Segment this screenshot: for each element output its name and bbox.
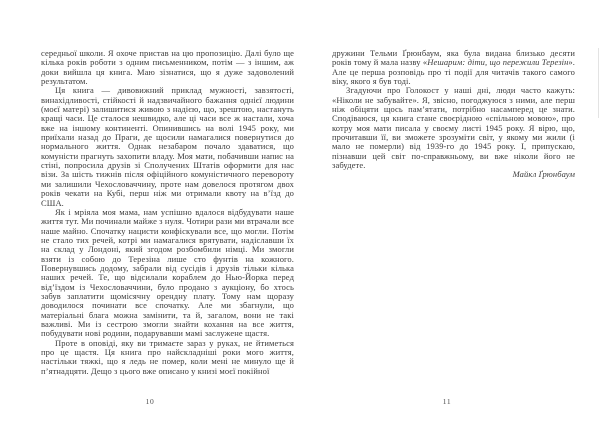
page-edge-artifact (598, 48, 599, 118)
text-segment: Як і мріяла моя мама, нам успішно вдалося відбудувати наше життя тут. Ми починали майже з нуля. Чотири рази ми втрачали все наше майно. Спочатку нацисти конфіскували все, що могли. Потім не стало тих речей, котрі ми намагалися врятувати, надіславши їх на склад у Лондоні, який згодом розбомбили німці. Ми змогли взяти із собою до Терезіна лише сто фунтів на кожного. Повернувшись додому, забрали від сусідів і друзів тільки кілька наших речей. Те, що відсилали кораблем до Нью-Йорка перед від’їздом із Чехословаччини, було продано з аукціону, бо хтось забув заплатити щомісячну орендну плату. Тому нам щоразу доводилося починати все спочатку. Але ми збагнули, що матеріальні блага можна замінити, та й, загалом, вони не такі важливі. Ми із сестрою змогли знайти кохання на все життя, побудувати нові родини, подарувавши мамі заслужене щастя. (41, 206, 294, 339)
text-segment: Згадуючи про Голокост у наші дні, люди часто кажуть: «Ніколи не забувайте». Я, звісно, погоджуюся з ними, але перш ніж обіцяти щось пам’ятати, потрібно насамперед це знати. Сподіваюся, ця книга стане своєрідною «спільною мовою», про котру моя мати писала у своєму листі 1945 року. Я вірю, що, прочитавши її, ви зможете зрозуміти світ, у якому ми жили (і мало не померли) від 1939-го до 1945 року. І, припускаю, пізнавши цей світ по-справжньому, ви вже ніколи його не забудете. (332, 85, 575, 171)
text-segment: ». Але це перша розповідь про ті події для читачів такого самого віку, якого я був тоді. (332, 57, 575, 87)
italic-text-segment: Майкл Ґрюнбаум (512, 169, 575, 180)
author-signature (332, 170, 575, 179)
paragraph (41, 339, 294, 376)
text-segment: середньої школи. Я охоче пристав на цю пропозицію. Далі було ще кілька років роботи з одним письменником, потім — з іншим, аж доки вийшла ця книга. Маю зізнатися, що я дуже задоволений результатом. (41, 48, 294, 87)
page-number-right: 11 (442, 397, 452, 406)
page-left-text-column (41, 49, 294, 376)
italic-text-segment: Нешарим: діти, що пережили Терезін (427, 57, 569, 68)
page-number-left: 10 (145, 397, 155, 406)
text-segment: дружини Тельми Ґрюнбаум, яка була видана близько десяти років тому й мала назву « (332, 48, 575, 68)
paragraph (332, 86, 575, 170)
text-segment: Проте в оповіді, яку ви тримаєте зараз у руках, не йтиметься про це щастя. Ця книга про найскладніші роки мого життя, настільки тяжкі, що я ледь не помер, коли мені не минуло ще й п’ятнадцяти. Дещо з цього вже описано у книзі моєї покійної (41, 337, 294, 376)
paragraph (41, 49, 294, 86)
paragraph (41, 86, 294, 207)
paragraph (332, 49, 575, 86)
page-right-text-column (332, 49, 575, 180)
text-segment: Ця книга — дивовижний приклад мужності, завзятості, винахідливості, стійкості й надзвичайного бажання однієї людини (моєї матері) залишитися живою з надією, що, зрештою, настануть кращі часи. Це сталося нешвидко, але ці часи все ж настали, хоча вже на іншому континенті. Опинившись на волі 1945 року, ми приїхали назад до Праги, де щосили намагалися повернутися до нормального життя. Однак незабаром почало здаватися, що комуністи прагнуть захопити владу. Моя мати, побачивши напис на стіні, попросила друзів зі Сполучених Штатів оформити для нас візи. За шість тижнів після офіційного комуністичного перевороту ми залишили Чехословаччину, проте нам довелося протягом двох років чекати на Кубі, перш ніж ми отримали квоту на в’їзд до США. (41, 85, 294, 208)
paragraph (41, 208, 294, 339)
